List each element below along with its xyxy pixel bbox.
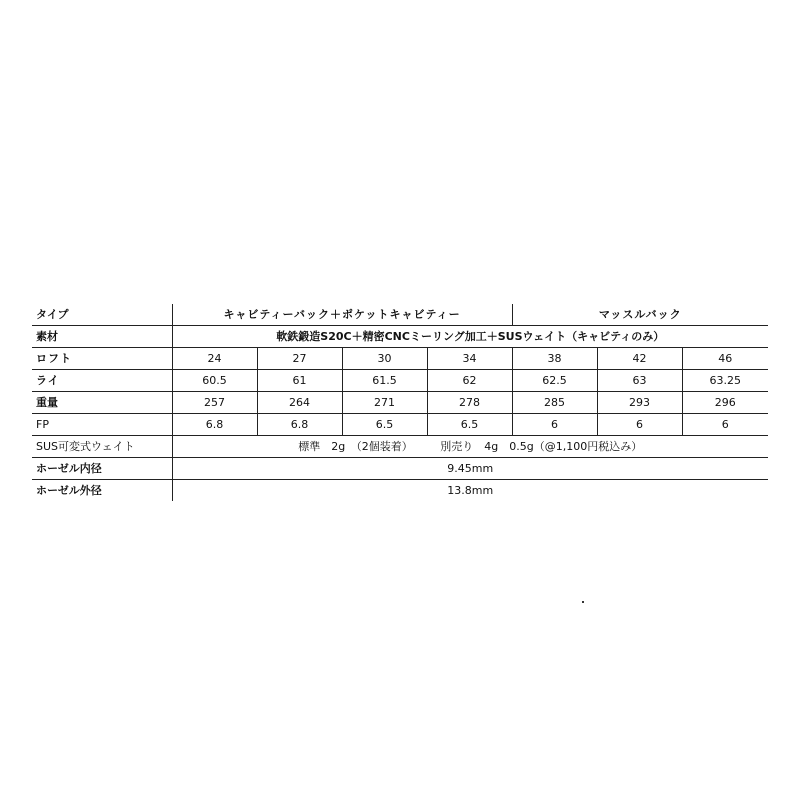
weight-label: 重量 (32, 392, 172, 414)
lie-value: 63 (597, 370, 682, 392)
spec-table (32, 304, 768, 501)
lie-value: 63.25 (682, 370, 768, 392)
hosel-outer-value: 13.8mm (172, 480, 768, 502)
stray-dot (582, 601, 584, 603)
hosel-outer-label: ホーゼル外径 (36, 484, 102, 497)
lie-value: 62 (427, 370, 512, 392)
loft-value: 42 (597, 348, 682, 370)
weight-value: 278 (427, 392, 512, 414)
weight-value: 296 (682, 392, 768, 414)
fp-value: 6 (597, 414, 682, 436)
row-hosel-inner (32, 458, 768, 480)
type-cavity: キャビティーバック＋ポケットキャビティー (172, 304, 512, 326)
fp-value: 6.8 (257, 414, 342, 436)
loft-value: 27 (257, 348, 342, 370)
weight-value: 257 (172, 392, 257, 414)
loft-value: 38 (512, 348, 597, 370)
loft-value: 34 (427, 348, 512, 370)
loft-value: 30 (342, 348, 427, 370)
row-type (32, 304, 768, 326)
fp-label: FP (32, 414, 172, 436)
weight-value: 264 (257, 392, 342, 414)
row-sus-weight (32, 436, 768, 458)
fp-value: 6 (682, 414, 768, 436)
lie-value: 62.5 (512, 370, 597, 392)
sus-weight-value: 標準 2g （2個装着） 別売り 4g 0.5g（@1,100円税込み） (172, 436, 768, 458)
fp-value: 6.8 (172, 414, 257, 436)
fp-value: 6 (512, 414, 597, 436)
row-material (32, 326, 768, 348)
loft-label: ロフト (32, 348, 172, 370)
weight-value: 271 (342, 392, 427, 414)
row-loft (32, 348, 768, 370)
lie-value: 61.5 (342, 370, 427, 392)
type-label: タイプ (32, 304, 172, 326)
lie-label: ライ (32, 370, 172, 392)
lie-value: 60.5 (172, 370, 257, 392)
lie-value: 61 (257, 370, 342, 392)
weight-value: 285 (512, 392, 597, 414)
material-label: 素材 (32, 326, 172, 348)
loft-value: 24 (172, 348, 257, 370)
row-weight (32, 392, 768, 414)
type-muscle: マッスルバック (512, 304, 768, 326)
material-value: 軟鉄鍛造S20C＋精密CNCミーリング加工＋SUSウェイト（キャビティのみ） (172, 326, 768, 348)
row-hosel-outer (32, 480, 768, 502)
hosel-inner-value: 9.45mm (172, 458, 768, 480)
fp-value: 6.5 (427, 414, 512, 436)
hosel-inner-label: ホーゼル内径 (32, 458, 172, 480)
weight-value: 293 (597, 392, 682, 414)
row-lie (32, 370, 768, 392)
fp-value: 6.5 (342, 414, 427, 436)
row-fp (32, 414, 768, 436)
loft-value: 46 (682, 348, 768, 370)
sus-weight-label: SUS可変式ウェイト (32, 436, 172, 458)
